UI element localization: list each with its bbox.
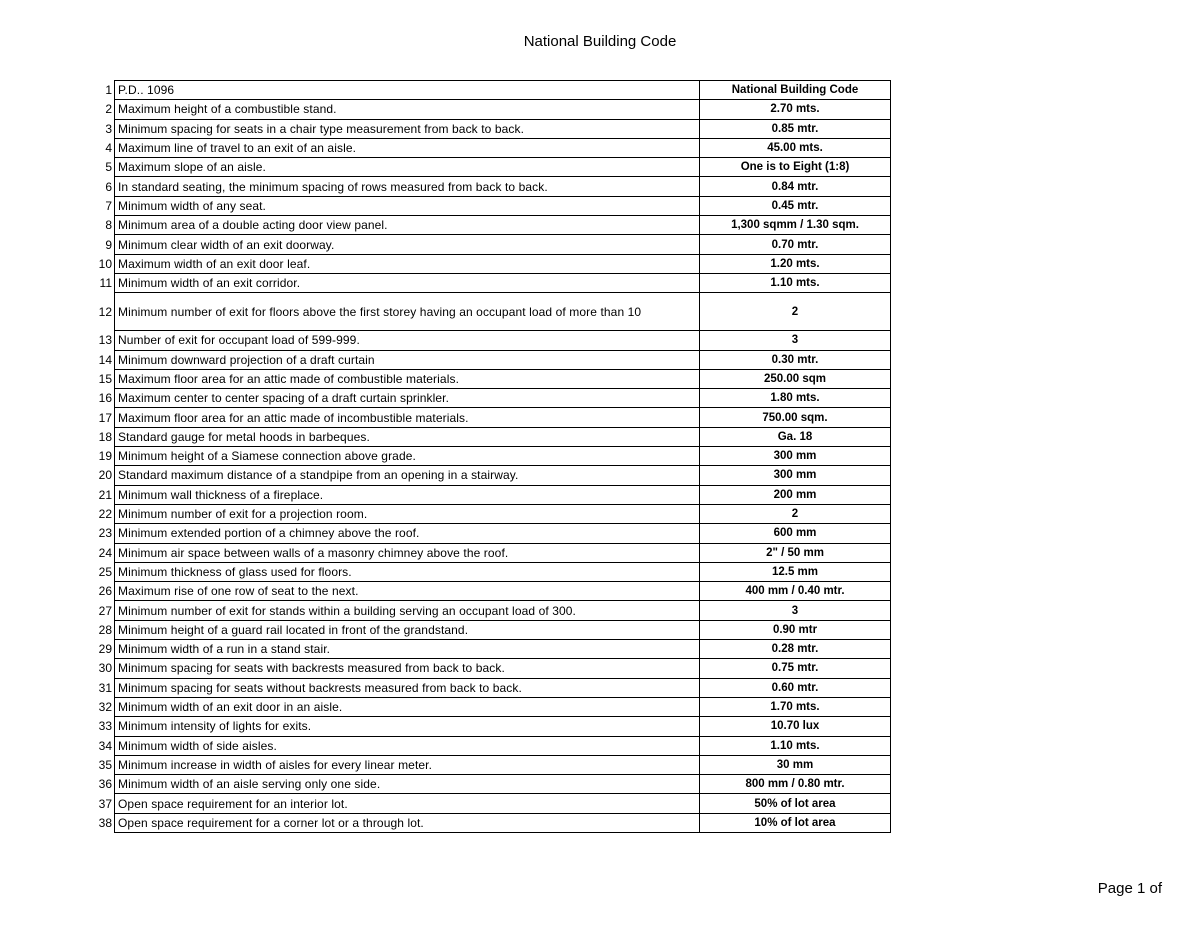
table-row <box>78 293 891 331</box>
row-number: 32 <box>98 700 112 715</box>
row-value: 0.70 mtr. <box>700 235 891 254</box>
row-value: 0.30 mtr. <box>700 350 891 369</box>
row-description: Maximum height of a combustible stand. <box>115 100 700 119</box>
table-row <box>78 119 891 138</box>
table-row <box>78 813 891 832</box>
row-number: 25 <box>98 564 112 579</box>
row-value: Ga. 18 <box>700 427 891 446</box>
row-value: 2 <box>700 504 891 523</box>
row-description: P.D.. 1096 <box>115 81 700 100</box>
table-row <box>78 620 891 639</box>
row-description: Standard gauge for metal hoods in barbeques. <box>115 427 700 446</box>
row-description: Minimum spacing for seats in a chair type measurement from back to back. <box>115 119 700 138</box>
row-description: Standard maximum distance of a standpipe from an opening in a stairway. <box>115 466 700 485</box>
row-number: 5 <box>105 160 112 175</box>
row-number: 7 <box>105 198 112 213</box>
row-value: 750.00 sqm. <box>700 408 891 427</box>
table-row <box>78 640 891 659</box>
table-row <box>78 504 891 523</box>
row-number: 15 <box>98 372 112 386</box>
row-description: Minimum spacing for seats without backrests measured from back to back. <box>115 678 700 697</box>
row-number: 19 <box>98 449 112 464</box>
row-description: Minimum height of a Siamese connection above grade. <box>115 447 700 466</box>
row-description: Minimum downward projection of a draft curtain <box>115 350 700 369</box>
table-row <box>78 736 891 755</box>
row-number: 8 <box>105 218 112 233</box>
row-value: 250.00 sqm <box>700 369 891 388</box>
row-number: 21 <box>98 487 112 502</box>
table-row <box>78 524 891 543</box>
row-value: 400 mm / 0.40 mtr. <box>700 582 891 601</box>
row-description: Minimum width of an exit door in an aisle. <box>115 697 700 716</box>
row-number: 24 <box>98 545 112 560</box>
table-row <box>78 485 891 504</box>
row-description: Maximum center to center spacing of a draft curtain sprinkler. <box>115 389 700 408</box>
table-row <box>78 697 891 716</box>
row-number: 11 <box>99 276 112 291</box>
row-value: 0.45 mtr. <box>700 196 891 215</box>
row-number: 6 <box>105 179 112 194</box>
row-description: Minimum area of a double acting door view panel. <box>115 216 700 235</box>
row-value: National Building Code <box>700 81 891 100</box>
table-row <box>78 100 891 119</box>
row-value: 3 <box>700 331 891 350</box>
row-description: Minimum wall thickness of a fireplace. <box>115 485 700 504</box>
table-row <box>78 447 891 466</box>
row-number: 4 <box>105 141 112 156</box>
page-title: National Building Code <box>523 33 677 50</box>
row-description: Maximum floor area for an attic made of combustible materials. <box>115 369 700 388</box>
row-number: 33 <box>98 719 112 734</box>
row-number: 1 <box>105 83 112 98</box>
row-description: Maximum rise of one row of seat to the next. <box>115 582 700 601</box>
row-value: 0.28 mtr. <box>700 640 891 659</box>
row-description: Minimum width of an exit corridor. <box>115 273 700 292</box>
table-row <box>78 717 891 736</box>
row-description: Minimum number of exit for a projection room. <box>115 504 700 523</box>
row-value: 300 mm <box>700 466 891 485</box>
row-description: Maximum width of an exit door leaf. <box>115 254 700 273</box>
row-description: Minimum number of exit for floors above the first storey having an occupant load of more than 10 <box>115 293 700 331</box>
table-row <box>78 601 891 620</box>
table-row <box>78 138 891 157</box>
row-description: Minimum number of exit for stands within a building serving an occupant load of 300. <box>115 601 700 620</box>
row-value: 1.10 mts. <box>700 736 891 755</box>
table-body <box>78 81 891 833</box>
table-row <box>78 331 891 350</box>
row-description: Open space requirement for an interior lot. <box>115 794 700 813</box>
row-number: 17 <box>98 410 112 425</box>
row-description: Minimum extended portion of a chimney above the roof. <box>115 524 700 543</box>
row-number: 23 <box>98 526 112 541</box>
row-value: 45.00 mts. <box>700 138 891 157</box>
row-value: 1.80 mts. <box>700 389 891 408</box>
row-number: 3 <box>105 121 112 136</box>
row-value: 800 mm / 0.80 mtr. <box>700 775 891 794</box>
row-number: 18 <box>98 429 112 444</box>
row-number: 13 <box>98 333 112 348</box>
table-row <box>78 81 891 100</box>
row-description: Maximum floor area for an attic made of incombustible materials. <box>115 408 700 427</box>
row-value: 50% of lot area <box>700 794 891 813</box>
row-description: Minimum clear width of an exit doorway. <box>115 235 700 254</box>
table-row <box>78 158 891 177</box>
table-row <box>78 196 891 215</box>
row-description: Maximum line of travel to an exit of an aisle. <box>115 138 700 157</box>
table-row <box>78 466 891 485</box>
table-row <box>78 216 891 235</box>
row-value: 2" / 50 mm <box>700 543 891 562</box>
table-row <box>78 273 891 292</box>
row-number: 20 <box>98 468 112 483</box>
row-value: 1.70 mts. <box>700 697 891 716</box>
row-number: 10 <box>98 256 112 271</box>
row-description: Minimum width of any seat. <box>115 196 700 215</box>
row-description: Minimum height of a guard rail located in front of the grandstand. <box>115 620 700 639</box>
row-number: 9 <box>105 237 112 252</box>
table-row <box>78 794 891 813</box>
table-row <box>78 369 891 388</box>
row-number: 12 <box>98 304 112 319</box>
row-value: 10% of lot area <box>700 813 891 832</box>
row-value: 200 mm <box>700 485 891 504</box>
row-value: 10.70 lux <box>700 717 891 736</box>
row-number: 22 <box>98 507 112 522</box>
row-number: 27 <box>98 603 112 618</box>
row-value: 3 <box>700 601 891 620</box>
row-value: 300 mm <box>700 447 891 466</box>
row-value: 2 <box>700 293 891 331</box>
row-description: In standard seating, the minimum spacing of rows measured from back to back. <box>115 177 700 196</box>
row-description: Minimum intensity of lights for exits. <box>115 717 700 736</box>
row-value: 1,300 sqmm / 1.30 sqm. <box>700 216 891 235</box>
row-description: Minimum increase in width of aisles for every linear meter. <box>115 755 700 774</box>
row-value: 0.84 mtr. <box>700 177 891 196</box>
row-value: 0.90 mtr <box>700 620 891 639</box>
table-row <box>78 562 891 581</box>
row-number: 34 <box>98 738 112 753</box>
table-row <box>78 350 891 369</box>
row-value: 1.20 mts. <box>700 254 891 273</box>
row-number: 30 <box>98 661 112 676</box>
row-number: 26 <box>98 584 112 599</box>
row-value: 12.5 mm <box>700 562 891 581</box>
table-row <box>78 389 891 408</box>
row-value: 30 mm <box>700 755 891 774</box>
table-row <box>78 408 891 427</box>
table-row <box>78 659 891 678</box>
row-description: Open space requirement for a corner lot or a through lot. <box>115 813 700 832</box>
row-description: Minimum width of side aisles. <box>115 736 700 755</box>
row-number: 28 <box>98 622 112 637</box>
code-table <box>78 80 891 833</box>
row-value: 2.70 mts. <box>700 100 891 119</box>
row-number: 2 <box>105 102 112 117</box>
row-value: 600 mm <box>700 524 891 543</box>
row-value: 1.10 mts. <box>700 273 891 292</box>
row-description: Minimum thickness of glass used for floors. <box>115 562 700 581</box>
row-description: Minimum air space between walls of a masonry chimney above the roof. <box>115 543 700 562</box>
row-number: 14 <box>98 352 112 367</box>
row-value: 0.60 mtr. <box>700 678 891 697</box>
row-number: 35 <box>98 757 112 772</box>
table-row <box>78 582 891 601</box>
row-description: Maximum slope of an aisle. <box>115 158 700 177</box>
table-row <box>78 177 891 196</box>
table-row <box>78 427 891 446</box>
page-footer: Page 1 of <box>1097 880 1162 897</box>
row-description: Minimum width of an aisle serving only one side. <box>115 775 700 794</box>
row-description: Minimum spacing for seats with backrests measured from back to back. <box>115 659 700 678</box>
table-row <box>78 235 891 254</box>
row-description: Number of exit for occupant load of 599-999. <box>115 331 700 350</box>
row-value: 0.75 mtr. <box>700 659 891 678</box>
row-number: 16 <box>98 391 112 406</box>
table-row <box>78 254 891 273</box>
row-number: 29 <box>98 642 112 657</box>
row-value: 0.85 mtr. <box>700 119 891 138</box>
row-number: 31 <box>98 680 112 695</box>
row-number: 36 <box>98 777 112 792</box>
row-description: Minimum width of a run in a stand stair. <box>115 640 700 659</box>
row-number: 37 <box>98 796 112 811</box>
table-row <box>78 543 891 562</box>
row-number: 38 <box>98 815 112 830</box>
row-value: One is to Eight (1:8) <box>700 158 891 177</box>
table-row <box>78 755 891 774</box>
table-row <box>78 775 891 794</box>
table-row <box>78 678 891 697</box>
